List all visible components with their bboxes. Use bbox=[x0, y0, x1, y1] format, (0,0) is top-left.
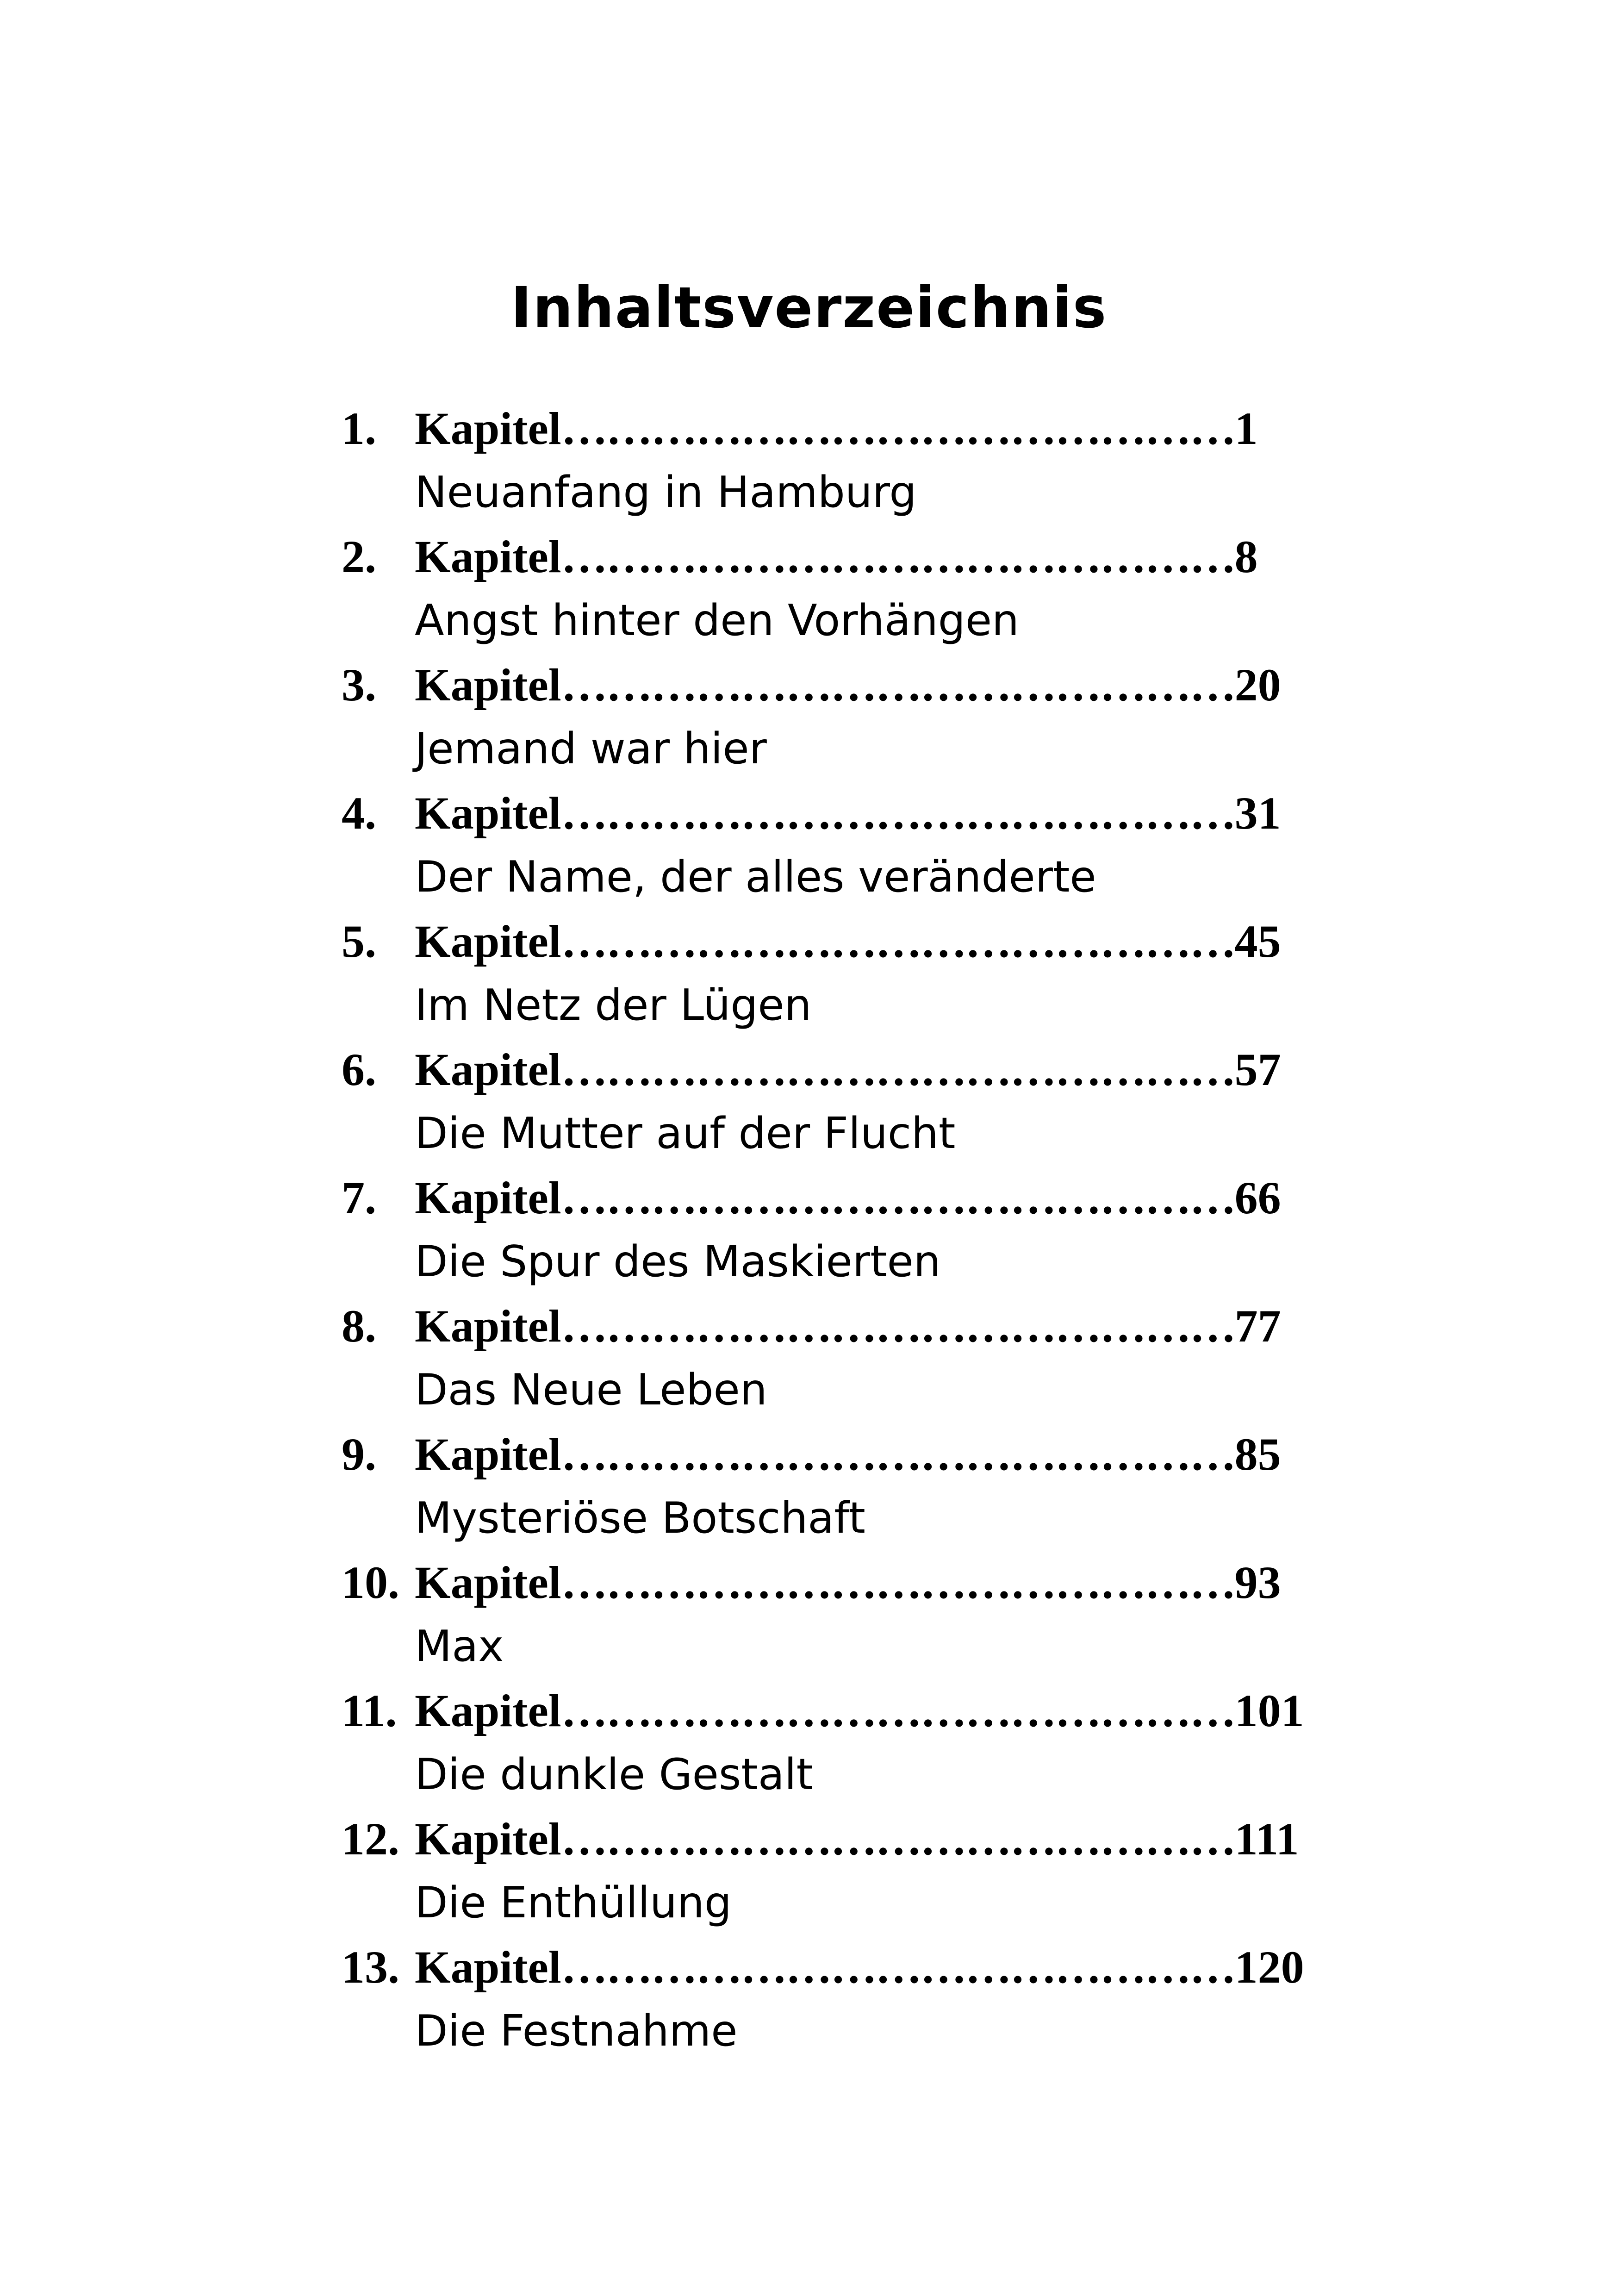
dot-leader: ……………………………………… bbox=[561, 1813, 1235, 1865]
chapter-number: 6. bbox=[342, 1044, 376, 1095]
page-number: 93 bbox=[1234, 1557, 1281, 1608]
page-number: 66 bbox=[1234, 1172, 1281, 1223]
chapter-number: 4. bbox=[342, 787, 376, 839]
toc-entry[interactable] bbox=[342, 396, 1267, 524]
dot-leader: ……………………………………… bbox=[561, 1044, 1235, 1095]
dot-leader: ……………………………………… bbox=[561, 1685, 1235, 1736]
chapter-line bbox=[415, 1550, 1281, 1616]
chapter-line bbox=[415, 909, 1281, 974]
chapter-title: Die dunkle Gestalt bbox=[415, 1749, 814, 1799]
chapter-title: Jemand war hier bbox=[415, 724, 767, 774]
toc-entry[interactable] bbox=[342, 1165, 1281, 1293]
page-number: 1 bbox=[1234, 403, 1258, 454]
chapter-number: 7. bbox=[342, 1172, 376, 1223]
dot-leader: ……………………………………… bbox=[561, 531, 1235, 582]
chapter-number: 11. bbox=[342, 1685, 397, 1736]
toc-entry[interactable] bbox=[342, 652, 1281, 780]
chapter-line bbox=[415, 1293, 1281, 1359]
chapter-title: Die Festnahme bbox=[415, 2006, 738, 2056]
chapter-label: Kapitel bbox=[415, 1813, 561, 1865]
chapter-title: Max bbox=[415, 1621, 504, 1671]
chapter-number: 10. bbox=[342, 1557, 399, 1608]
dot-leader: ……………………………………… bbox=[561, 1557, 1235, 1608]
chapter-line bbox=[415, 524, 1258, 590]
chapter-title: Mysteriöse Botschaft bbox=[415, 1493, 865, 1543]
chapter-number: 9. bbox=[342, 1429, 376, 1480]
chapter-line bbox=[415, 1678, 1304, 1744]
chapter-label: Kapitel bbox=[415, 1044, 561, 1095]
chapter-line bbox=[415, 1165, 1281, 1231]
page-title: Inhaltsverzeichnis bbox=[510, 275, 1108, 341]
dot-leader: ……………………………………… bbox=[561, 787, 1235, 839]
chapter-label: Kapitel bbox=[415, 531, 561, 582]
chapter-title: Der Name, der alles veränderte bbox=[415, 852, 1096, 902]
dot-leader: ……………………………………… bbox=[561, 1300, 1235, 1352]
chapter-title: Im Netz der Lügen bbox=[415, 980, 812, 1030]
chapter-title: Neuanfang in Hamburg bbox=[415, 467, 917, 517]
toc-entry[interactable] bbox=[342, 1934, 1304, 2063]
chapter-label: Kapitel bbox=[415, 1557, 561, 1608]
chapter-number: 1. bbox=[342, 403, 376, 454]
page-number: 20 bbox=[1234, 659, 1281, 711]
toc-entry[interactable] bbox=[342, 909, 1281, 1037]
chapter-line bbox=[415, 1037, 1281, 1103]
dot-leader: ……………………………………… bbox=[561, 1941, 1235, 1993]
page-number: 111 bbox=[1234, 1813, 1299, 1865]
chapter-number: 8. bbox=[342, 1300, 376, 1352]
chapter-number: 5. bbox=[342, 916, 376, 967]
dot-leader: ……………………………………… bbox=[561, 659, 1235, 711]
dot-leader: ……………………………………… bbox=[561, 1172, 1235, 1223]
toc-entry[interactable] bbox=[342, 1550, 1281, 1678]
chapter-line bbox=[415, 1934, 1304, 2000]
chapter-label: Kapitel bbox=[415, 787, 561, 839]
toc-entry[interactable] bbox=[342, 780, 1281, 909]
chapter-number: 2. bbox=[342, 531, 376, 582]
toc-list bbox=[342, 396, 1304, 2063]
chapter-number: 13. bbox=[342, 1941, 399, 1993]
toc-entry[interactable] bbox=[342, 1293, 1281, 1422]
toc-entry[interactable] bbox=[342, 1678, 1304, 1806]
chapter-label: Kapitel bbox=[415, 1941, 561, 1993]
dot-leader: ……………………………………… bbox=[561, 1429, 1235, 1480]
chapter-title: Angst hinter den Vorhängen bbox=[415, 595, 1019, 645]
chapter-label: Kapitel bbox=[415, 403, 561, 454]
chapter-label: Kapitel bbox=[415, 1685, 561, 1736]
toc-entry[interactable] bbox=[342, 1037, 1281, 1165]
chapter-line bbox=[415, 1422, 1281, 1487]
page-number: 57 bbox=[1234, 1044, 1281, 1095]
chapter-line bbox=[415, 652, 1281, 718]
dot-leader: ……………………………………… bbox=[561, 403, 1235, 454]
chapter-label: Kapitel bbox=[415, 1429, 561, 1480]
chapter-line bbox=[415, 396, 1258, 462]
chapter-title: Die Mutter auf der Flucht bbox=[415, 1108, 956, 1158]
page-number: 31 bbox=[1234, 787, 1281, 839]
page-number: 120 bbox=[1234, 1941, 1304, 1993]
toc-entry[interactable] bbox=[342, 1806, 1299, 1934]
chapter-number: 12. bbox=[342, 1813, 399, 1865]
toc-entry[interactable] bbox=[342, 1422, 1281, 1550]
chapter-line bbox=[415, 780, 1281, 846]
page-number: 45 bbox=[1234, 916, 1281, 967]
chapter-label: Kapitel bbox=[415, 1172, 561, 1223]
dot-leader: ……………………………………… bbox=[561, 916, 1235, 967]
toc-entry[interactable] bbox=[342, 524, 1267, 652]
chapter-title: Die Spur des Maskierten bbox=[415, 1236, 941, 1286]
chapter-title: Die Enthüllung bbox=[415, 1878, 732, 1928]
chapter-label: Kapitel bbox=[415, 659, 561, 711]
chapter-label: Kapitel bbox=[415, 1300, 561, 1352]
page-number: 77 bbox=[1234, 1300, 1281, 1352]
chapter-number: 3. bbox=[342, 659, 376, 711]
page-number: 101 bbox=[1234, 1685, 1304, 1736]
page-number: 8 bbox=[1234, 531, 1258, 582]
chapter-line bbox=[415, 1806, 1299, 1872]
chapter-title: Das Neue Leben bbox=[415, 1365, 767, 1415]
page-number: 85 bbox=[1234, 1429, 1281, 1480]
chapter-label: Kapitel bbox=[415, 916, 561, 967]
